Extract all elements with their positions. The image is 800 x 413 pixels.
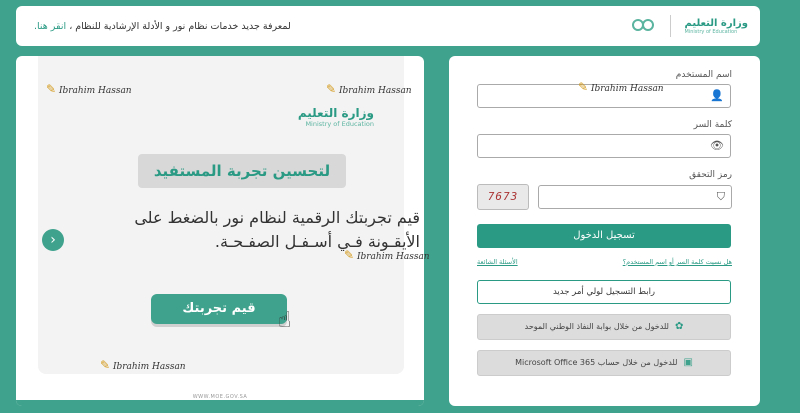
watermark-text: Ibrahim Hassan xyxy=(58,86,132,96)
logos xyxy=(630,15,748,37)
watermark-text: Ibrahim Hassan xyxy=(338,86,412,96)
shield-icon: ⛉ xyxy=(716,190,725,203)
login-button[interactable]: تسجيل الدخول xyxy=(477,224,731,248)
noor-logo-icon xyxy=(630,15,656,37)
office365-login-button[interactable] xyxy=(477,350,731,376)
pen-icon: ✎ xyxy=(100,358,111,372)
password-label: كلمة السر xyxy=(693,120,732,130)
announcement xyxy=(34,21,291,32)
banner-slide xyxy=(38,56,420,374)
watermark-1 xyxy=(46,82,132,96)
user-icon: 👤 xyxy=(710,89,724,102)
office-icon: ▣ xyxy=(683,357,693,368)
banner-body: قيم تجربتك الرقمية لنظام نور بالضغط على الأيقـونة فـي أسـفـل الصفـحـة. xyxy=(134,208,420,251)
pen-icon: ✎ xyxy=(326,82,337,96)
forgot-password-link[interactable]: هل نسيت كلمة السر أو اسم المستخدم؟ xyxy=(622,258,732,266)
announcement-text: لمعرفة جديد خدمات نظام نور و الأدلة الإرشادية للنظام ، xyxy=(69,20,291,32)
captcha-field[interactable] xyxy=(538,185,732,209)
watermark-text: Ibrahim Hassan xyxy=(356,252,430,262)
username-label: اسم المستخدم xyxy=(675,70,732,80)
banner-logo-en: Ministry of Education xyxy=(305,120,374,128)
eye-icon[interactable]: 👁 xyxy=(710,139,724,152)
watermark-5 xyxy=(100,358,186,372)
survey-banner xyxy=(16,56,424,406)
nafath-login-label: للدخول من خلال بوابة النفاذ الوطني الموحد xyxy=(524,322,669,331)
moe-logo-ar: وزارة التعليم xyxy=(684,17,748,29)
captcha-label: رمز التحقق xyxy=(689,170,732,180)
banner-moe-logo xyxy=(298,106,374,128)
watermark-text: Ibrahim Hassan xyxy=(112,362,186,372)
watermark-3 xyxy=(578,80,664,94)
rate-experience-button[interactable]: قيم تجربتك xyxy=(151,294,287,324)
watermark-text: Ibrahim Hassan xyxy=(590,84,664,94)
pen-icon: ✎ xyxy=(578,80,589,94)
hand-cursor-icon: ☝ xyxy=(278,308,292,333)
banner-logo-ar: وزارة التعليم xyxy=(297,106,374,120)
announcement-link[interactable]: انقر هنا. xyxy=(34,20,67,32)
top-bar xyxy=(16,6,760,46)
watermark-2 xyxy=(326,82,412,96)
nafath-icon: ✿ xyxy=(675,321,684,332)
help-links xyxy=(477,258,732,266)
password-field[interactable] xyxy=(477,134,731,158)
banner-prev-arrow-icon[interactable]: › xyxy=(42,229,64,251)
logo-divider xyxy=(670,15,671,37)
captcha-row xyxy=(477,184,732,210)
office365-login-label: للدخول من خلال حساب Microsoft Office 365 xyxy=(515,358,678,367)
banner-title: لتحسين تجربة المستفيد xyxy=(138,154,346,188)
banner-url: WWW.MOE.GOV.SA xyxy=(192,394,248,400)
pen-icon: ✎ xyxy=(46,82,57,96)
register-guardian-button[interactable]: رابط التسجيل لولي أمر جديد xyxy=(477,280,731,304)
moe-logo xyxy=(685,18,748,35)
pen-icon: ✎ xyxy=(344,248,355,262)
banner-footer-strip xyxy=(16,400,424,406)
watermark-4 xyxy=(344,248,430,262)
captcha-image: 7673 xyxy=(477,184,529,210)
login-panel xyxy=(449,56,760,406)
faq-link[interactable]: الأسئلة الشائعة xyxy=(477,258,518,266)
moe-logo-en: Ministry of Education xyxy=(684,28,738,35)
nafath-login-button[interactable] xyxy=(477,314,731,340)
